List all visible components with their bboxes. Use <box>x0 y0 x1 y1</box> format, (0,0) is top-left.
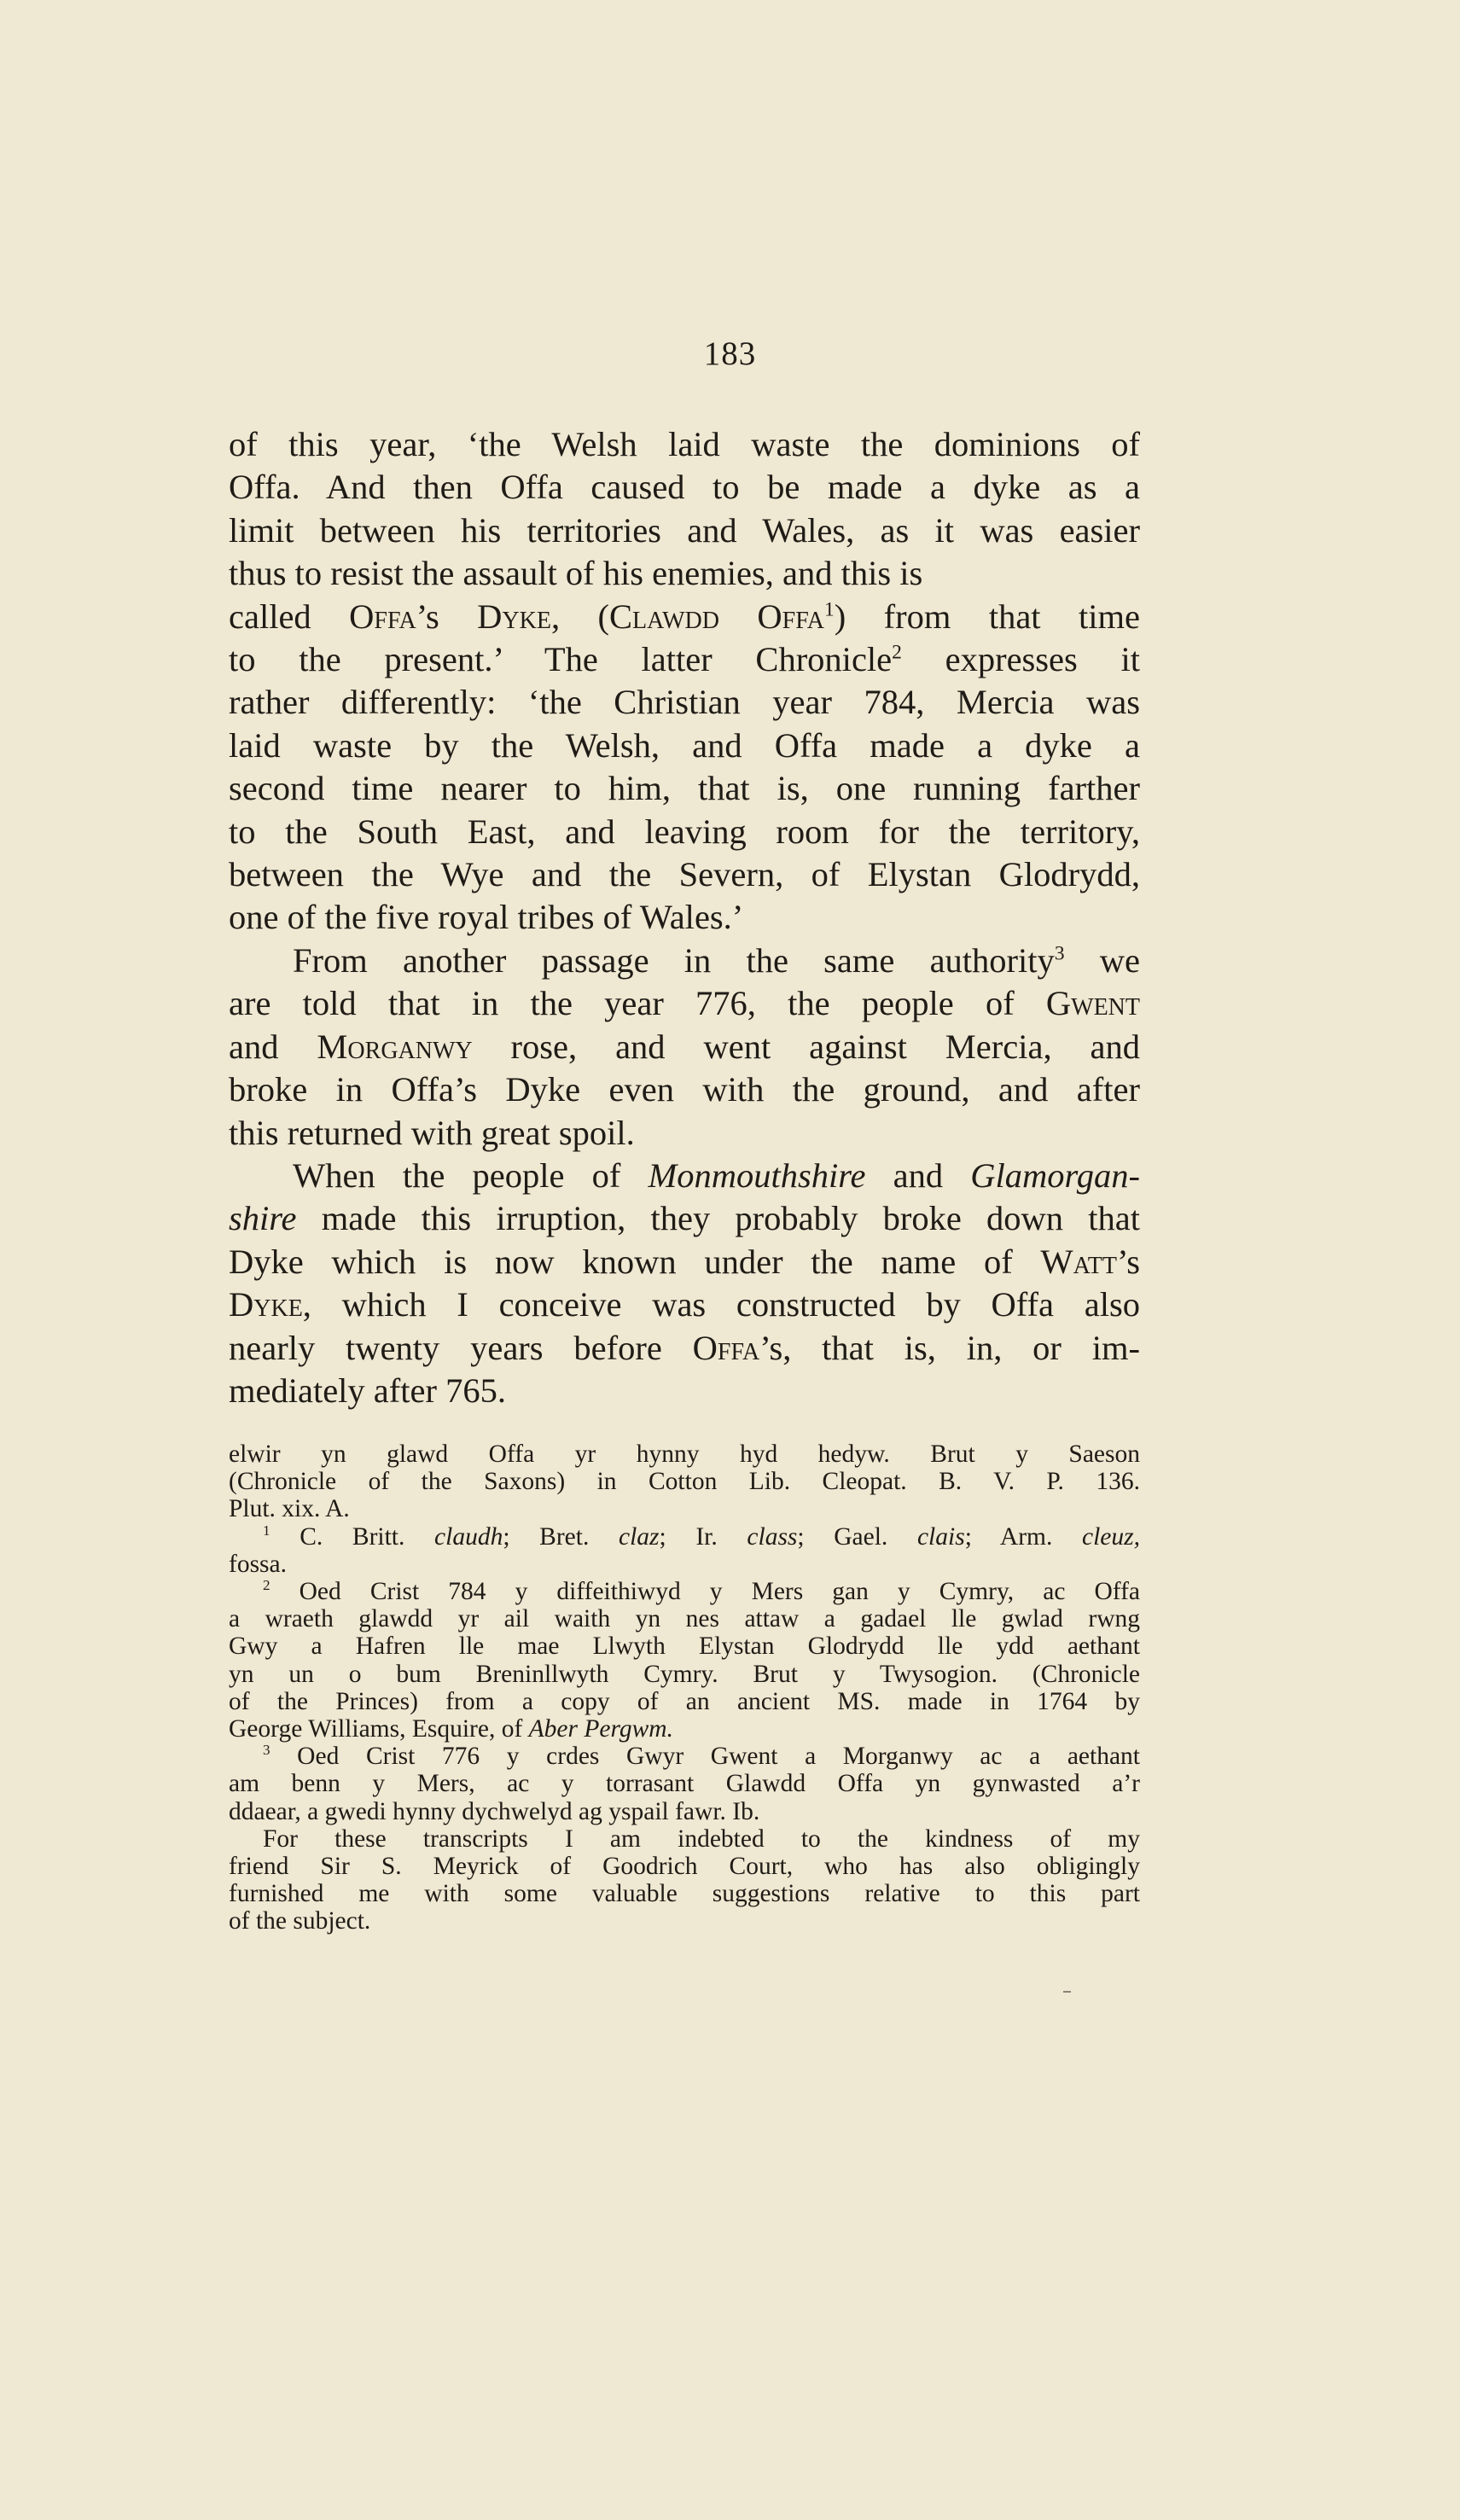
print-mark <box>1063 1991 1071 1993</box>
text-run: ; Gael. <box>797 1522 917 1551</box>
main-text-line <box>229 681 1140 724</box>
footnote-line <box>229 1523 1140 1551</box>
text-run: we <box>1064 940 1140 980</box>
text-run: Plut. xix. A. <box>229 1495 350 1523</box>
footnote-line <box>229 1440 1140 1468</box>
text-run: For these transcripts I am indebted to the kindness of my <box>263 1825 1140 1853</box>
footnote-line <box>229 1661 1140 1688</box>
main-text-line <box>229 423 1140 466</box>
text-run: ; Arm. <box>964 1522 1082 1551</box>
footnote-line <box>229 1688 1140 1715</box>
text-run: of the subject. <box>229 1907 371 1935</box>
main-text-line <box>229 853 1140 896</box>
text-run: clais <box>916 1522 965 1551</box>
footnote-line <box>229 1907 1140 1935</box>
text-run: ) from that time <box>834 597 1140 636</box>
footnote-reference: 3 <box>263 1742 270 1759</box>
text-run: second time nearer to him, that is, one running farther <box>229 769 1140 808</box>
text-run: a wraeth glawdd yr ail waith yn nes attaw a gadael lle gwlad rwng <box>229 1605 1140 1633</box>
text-run: laid waste by the Welsh, and Offa made a dyke a <box>229 725 1140 765</box>
text-run: ; Bret. <box>503 1522 619 1551</box>
main-text-line <box>229 1068 1140 1111</box>
text-run: limit between his territories and Wales, as it was easier <box>229 510 1140 550</box>
text-run: Morganwy <box>317 1027 473 1066</box>
text-run: Watt <box>1040 1242 1117 1281</box>
text-run: When the people of <box>293 1155 649 1195</box>
text-run: Dyke <box>229 1285 303 1324</box>
text-run: rather differently: ‘the Christian year 784, Mercia was <box>229 683 1140 722</box>
text-run: am benn y Mers, ac y torrasant Glawdd Offa yn gynwasted a’r <box>229 1770 1140 1798</box>
footnote-line <box>229 1743 1140 1770</box>
main-text-line <box>229 1155 1140 1197</box>
main-text-line <box>229 1370 1140 1412</box>
footnote-line <box>229 1578 1140 1605</box>
main-text-line <box>229 552 1140 595</box>
footnote-line <box>229 1468 1140 1495</box>
text-run: ’s <box>1116 1242 1140 1281</box>
text-run: yn un o bum Breninllwyth Cymry. Brut y Twysogion. (Chronicle <box>229 1660 1140 1688</box>
main-text-line <box>229 509 1140 552</box>
text-run: rose, and went against Mercia, and <box>472 1027 1140 1066</box>
text-run: shire <box>229 1199 297 1238</box>
text-run: (Chronicle of the Saxons) in Cotton Lib. Cleopat. B. V. P. 136. <box>229 1468 1140 1496</box>
main-text-line <box>229 940 1140 982</box>
footnote-line <box>229 1880 1140 1907</box>
text-run: claz <box>618 1522 660 1551</box>
text-run: ’s <box>416 597 478 636</box>
footnote-reference: 3 <box>1054 942 1065 965</box>
text-run: and <box>229 1027 317 1066</box>
footnote-line <box>229 1825 1140 1853</box>
main-text-line <box>229 982 1140 1025</box>
main-text-line <box>229 1197 1140 1240</box>
text-run: made this irruption, they probably broke down that <box>296 1199 1140 1238</box>
main-text-line <box>229 811 1140 853</box>
text-run: broke in Offa’s Dyke even with the ground, and after <box>229 1070 1140 1109</box>
text-run: claudh <box>434 1522 503 1551</box>
text-run: to the South East, and leaving room for the territory, <box>229 812 1140 851</box>
main-text-line <box>229 1327 1140 1370</box>
text-run: Offa <box>692 1328 760 1367</box>
text-run: , ( <box>550 597 610 636</box>
footnote-reference: 2 <box>263 1577 270 1594</box>
text-run: friend Sir S. Meyrick of Goodrich Court, who has also obligingly <box>229 1853 1140 1881</box>
footnotes <box>229 1440 1140 1935</box>
text-run: expresses it <box>901 640 1140 679</box>
text-run: to the present.’ The latter Chronicle <box>229 640 893 679</box>
main-text-line <box>229 896 1140 939</box>
text-run: one of the five royal tribes of Wales.’ <box>229 898 744 937</box>
main-text-line <box>229 1026 1140 1068</box>
text-run: ; Ir. <box>659 1522 747 1551</box>
text-run: and <box>865 1155 971 1195</box>
text-run: fossa. <box>229 1550 288 1578</box>
main-text-line <box>229 1283 1140 1326</box>
text-run: Dyke <box>477 597 551 636</box>
main-text-line <box>229 725 1140 767</box>
text-run: mediately after 765. <box>229 1371 506 1410</box>
text-run: called <box>229 597 350 636</box>
footnote-reference: 2 <box>892 641 902 664</box>
text-run: Aber Pergwm. <box>528 1715 673 1743</box>
text-run: ’s, that is, in, or im- <box>759 1328 1140 1367</box>
main-text-line <box>229 767 1140 810</box>
text-run: cleuz, <box>1082 1522 1140 1551</box>
text-run: between the Wye and the Severn, of Elystan Glodrydd, <box>229 855 1140 894</box>
main-text-line <box>229 1112 1140 1155</box>
text-run: this returned with great spoil. <box>229 1113 635 1152</box>
text-run: C. Britt. <box>270 1522 435 1551</box>
text-run: Gwent <box>1045 984 1140 1023</box>
text-run: George Williams, Esquire, of <box>229 1715 529 1743</box>
text-run: nearly twenty years before <box>229 1328 693 1367</box>
text-run: are told that in the year 776, the people of <box>229 984 1046 1023</box>
footnote-line <box>229 1551 1140 1578</box>
footnote-line <box>229 1798 1140 1825</box>
text-run: of this year, ‘the Welsh laid waste the dominions of <box>229 425 1140 463</box>
main-text-line <box>229 596 1140 638</box>
text-run: of the Princes) from a copy of an ancient MS. made in 1764 by <box>229 1687 1140 1715</box>
footnote-line <box>229 1853 1140 1880</box>
page-number: 183 <box>703 335 757 372</box>
main-text-line <box>229 638 1140 681</box>
footnote-line <box>229 1495 1140 1522</box>
footnote-reference: 1 <box>263 1522 270 1539</box>
text-run: Oed Crist 784 y diffeithiwyd y Mers gan y Cymry, ac Offa <box>270 1578 1140 1606</box>
text-run: Glamorgan- <box>970 1155 1140 1195</box>
text-run: class <box>747 1522 798 1551</box>
text-run: From another passage in the same authority <box>293 940 1055 980</box>
text-run: Offa <box>349 597 416 636</box>
text-run: Gwy a Hafren lle mae Llwyth Elystan Glodrydd lle ydd aethant <box>229 1632 1140 1661</box>
footnote-line <box>229 1632 1140 1660</box>
text-run: Clawdd Offa <box>609 597 824 636</box>
text-run: , which I conceive was constructed by Offa also <box>302 1285 1140 1324</box>
footnote-reference: 1 <box>823 598 835 621</box>
text-run: Dyke which is now known under the name of <box>229 1242 1041 1281</box>
main-text-line <box>229 466 1140 509</box>
text-run: furnished me with some valuable suggestions relative to this part <box>229 1880 1140 1908</box>
text-run: Monmouthshire <box>648 1155 866 1195</box>
text-run: ddaear, a gwedi hynny dychwelyd ag yspail fawr. Ib. <box>229 1797 760 1825</box>
text-run: thus to resist the assault of his enemies, and this is <box>229 554 923 593</box>
text-run: Oed Crist 776 y crdes Gwyr Gwent a Morganwy ac a aethant <box>270 1743 1140 1771</box>
footnote-line <box>229 1770 1140 1797</box>
main-text-line <box>229 1241 1140 1283</box>
text-run: elwir yn glawd Offa yr hynny hyd hedyw. Brut y Saeson <box>229 1440 1140 1468</box>
text-run: Offa. And then Offa caused to be made a dyke as a <box>229 468 1140 507</box>
footnote-line <box>229 1715 1140 1743</box>
main-text <box>229 423 1140 1412</box>
footnote-line <box>229 1605 1140 1632</box>
